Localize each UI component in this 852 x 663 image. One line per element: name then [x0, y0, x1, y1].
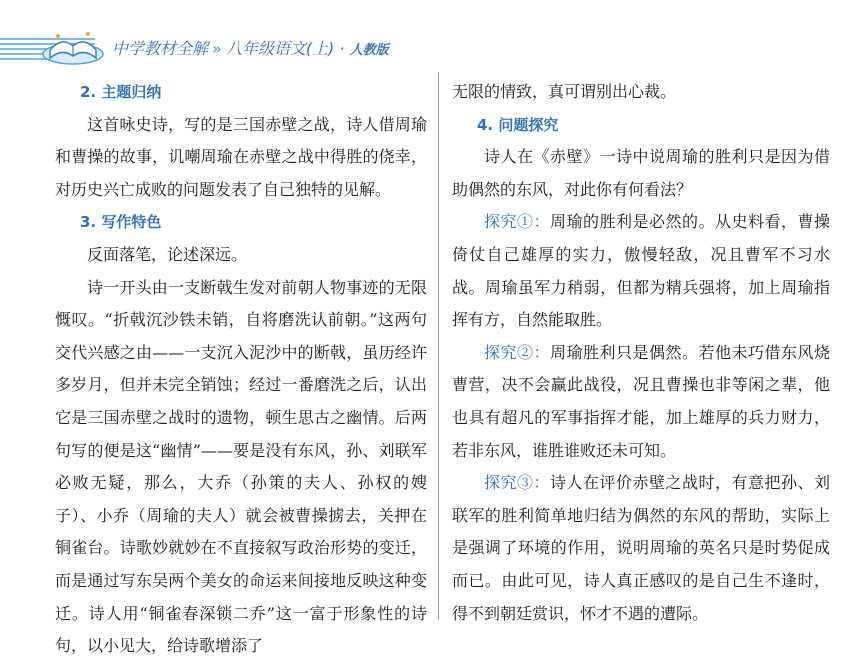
- explore3-paragraph: [452, 467, 830, 630]
- explore3-label: 探究③：: [484, 473, 550, 493]
- grade-subject: 八年级语文(上): [225, 39, 335, 58]
- explore2-paragraph: [452, 337, 830, 467]
- section4-heading: 4. 问题探究: [477, 115, 559, 134]
- explore1-paragraph: [452, 206, 830, 336]
- section3-summary: 反面落笔，论述深远。: [87, 244, 248, 264]
- book-title: 中学教材全解: [112, 39, 209, 58]
- page-header: [0, 30, 852, 70]
- explore1-label: 探究①：: [484, 212, 550, 232]
- header-separator: ·: [339, 39, 345, 58]
- section2-heading: 2. 主题归纳: [80, 83, 162, 101]
- section2-paragraph: 这首咏史诗，写的是三国赤壁之战，诗人借周瑜和曹操的故事，讥嘲周瑜在赤壁之战中得胜的侥幸，对历史兴亡成败的问题发表了自己独特的见解。: [55, 114, 427, 199]
- column-divider: [438, 72, 439, 620]
- explore1-text: 周瑜的胜利是必然的。从史料看，曹操倚仗自己雄厚的实力，傲慢轻敌，况且曹军不习水战。周瑜虽军力稍弱，但都为精兵强将，加上周瑜指挥有方，自然能取胜。: [452, 212, 830, 330]
- explore3-text: 诗人在评价赤壁之战时，有意把孙、刘联军的胜利简单地归结为偶然的东风的帮助，实际上是强调了环境的作用，说明周瑜的英名只是时势促成而已。由此可见，诗人真正感叹的是自己生不逢时，得不到朝廷赏识，怀才不遇的遭际。: [452, 473, 830, 623]
- continued-paragraph: 无限的情致，真可谓别出心裁。: [452, 82, 677, 101]
- explore2-text: 周瑜胜利只是偶然。若他未巧借东风烧曹营，决不会赢此战役，况且曹操也非等闲之辈，他也具有超凡的军事指挥才能，加上雄厚的兵力财力，若非东风，谁胜谁败还未可知。: [452, 342, 830, 460]
- section4-question: 诗人在《赤壁》一诗中说周瑜的胜利只是因为借助偶然的东风，对此你有何看法？: [452, 147, 830, 199]
- section3-paragraph: 诗一开头由一支断戟生发对前朝人物事迹的无限慨叹。“折戟沉沙铁未销，自将磨洗认前朝。”这两句交代兴感之由——一支沉入泥沙中的断戟，虽历经许多岁月，但并未完全销蚀；经过一番磨洗之后，认出它是三国赤壁之战时的遗物，顿生思古之幽情。后两句写的便是这“幽情”——要是没有东风，孙、刘联军必败无疑，那么，大乔（孙策的夫人、孙权的嫂子）、小乔（周瑜的夫人）就会被曹操掳去，关押在铜雀台。诗歌妙就妙在不直接叙写政治形势的变迁，而是通过写东吴两个美女的命运来间接地反映这种变迁。诗人用“铜雀春深锁二乔”这一富于形象性的诗句，以小见大，给诗歌增添了: [55, 277, 427, 656]
- right-column: [452, 76, 830, 630]
- header-arrows: »: [212, 39, 222, 58]
- book-logo-icon: [38, 28, 108, 68]
- section3-heading: 3. 写作特色: [80, 213, 162, 232]
- explore2-label: 探究②：: [484, 342, 550, 362]
- left-column: [55, 76, 427, 663]
- edition-label: 人教版: [349, 43, 389, 58]
- header-title: [112, 36, 389, 59]
